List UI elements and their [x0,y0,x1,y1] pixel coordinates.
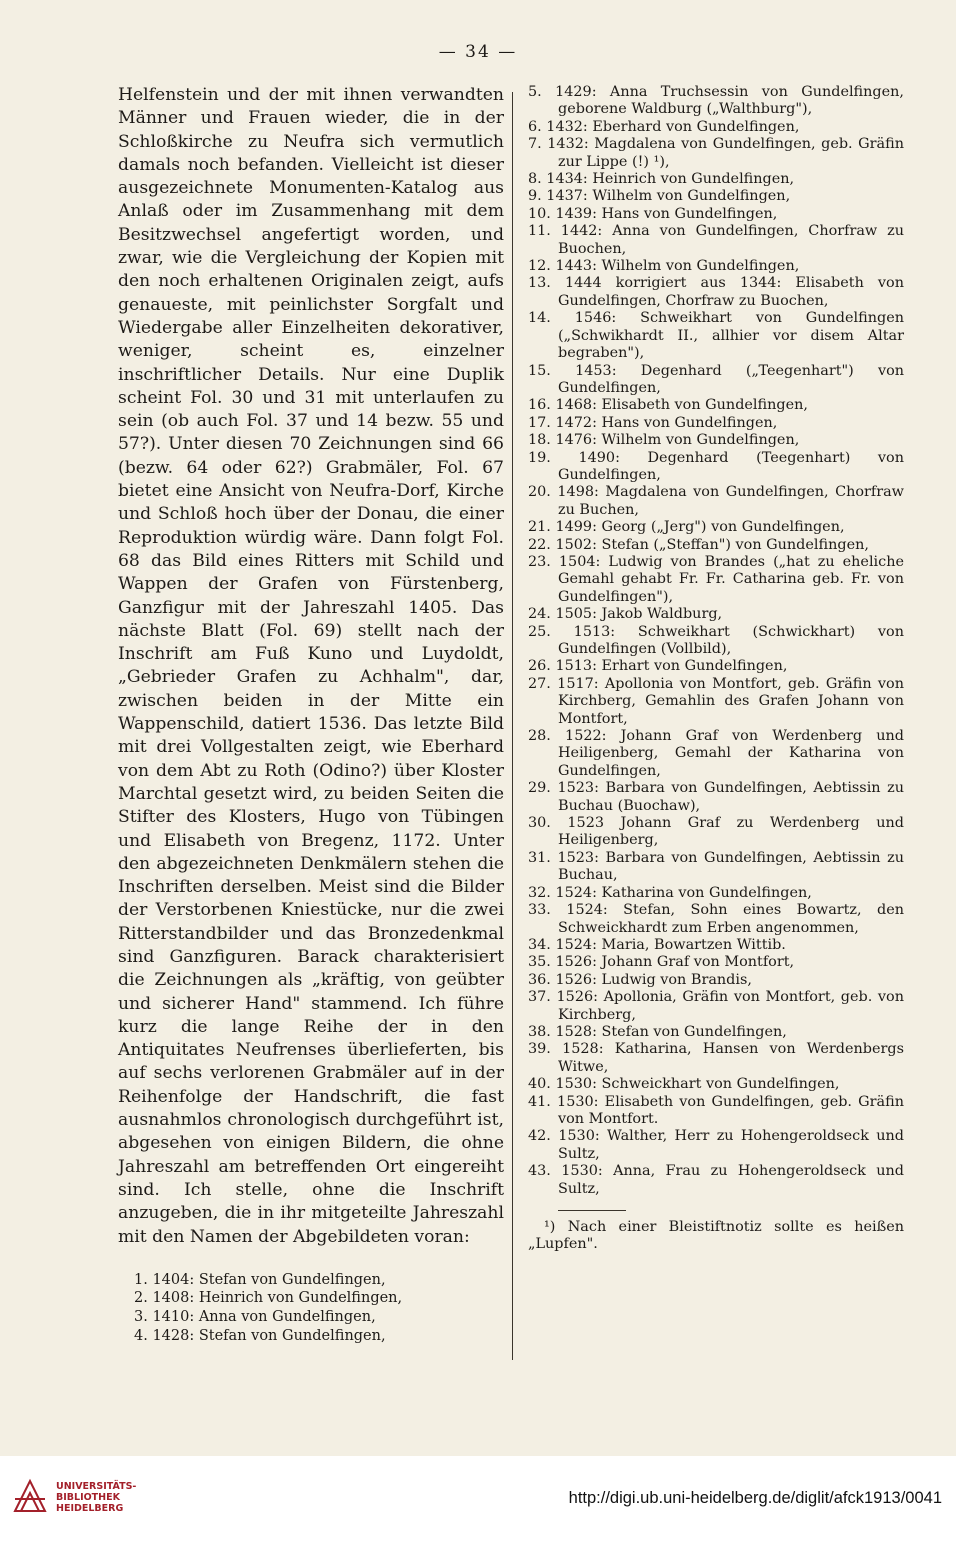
list-item: 10. 1439: Hans von Gundelfingen, [528,205,778,222]
list-item: 18. 1476: Wilhelm von Gundelfingen, [528,432,800,449]
list-item: 9. 1437: Wilhelm von Gundelfingen, [528,188,791,205]
list-item: 29. 1523: Barbara von Gundelfingen, Aebtissin zu Buchau (Buochaw), [528,780,904,814]
footnote: ¹) Nach einer Bleistiftnotiz sollte es heißen „Lupfen". [528,1219,904,1253]
list-item: 25. 1513: Schweikhart (Schwickhart) von Gundelfingen (Vollbild), [528,623,904,657]
list-item: 12. 1443: Wilhelm von Gundelfingen, [528,258,800,275]
list-item: 31. 1523: Barbara von Gundelfingen, Aebtissin zu Buchau, [528,849,904,884]
list-item: 37. 1526: Apollonia, Gräfin von Montfort, geb. von Kirchberg, [528,989,904,1023]
list-item: 28. 1522: Johann Graf von Werdenberg und Heiligenberg, Gemahl der Katharina von Gundelfingen, [528,728,904,779]
library-logo-icon [12,1478,48,1514]
library-logo-text [56,1481,136,1514]
list-item: 2. 1408: Heinrich von Gundelfingen, [134,1290,403,1307]
list-item: 5. 1429: Anna Truchsessin von Gundelfingen, geborene Waldburg („Walthburg"), [528,84,904,118]
list-item: 27. 1517: Apollonia von Montfort, geb. Gräfin von Kirchberg, Gemahlin des Grafen Johann von Montfort, [528,675,904,727]
list-item: 33. 1524: Stefan, Sohn eines Bowartz, den Schweickhardt zum Erben angenommen, [528,902,904,936]
list-item: 14. 1546: Schweikhart von Gundelfingen („Schwikhardt II., allhier vor disem Altar begraben"), [528,310,904,362]
list-item: 21. 1499: Georg („Jerg") von Gundelfingen, [528,519,845,536]
logo-line: UNIVERSITÄTS- [56,1481,137,1492]
list-item: 16. 1468: Elisabeth von Gundelfingen, [528,397,808,414]
list-item: 13. 1444 korrigiert aus 1344: Elisabeth von Gundelfingen, Chorfraw zu Buochen, [528,275,904,309]
list-item: 36. 1526: Ludwig von Brandis, [528,971,752,988]
list-item: 41. 1530: Elisabeth von Gundelfingen, geb. Gräfin von Montfort. [528,1093,904,1127]
list-item: 4. 1428: Stefan von Gundelfingen, [134,1327,386,1344]
list-item: 38. 1528: Stefan von Gundelfingen, [528,1023,787,1040]
column-divider [512,92,513,1360]
page-number: — 34 — [438,42,518,62]
logo-line: BIBLIOTHEK [56,1492,120,1503]
list-item: 15. 1453: Degenhard („Teegenhart") von Gundelfingen, [528,362,904,396]
list-item: 40. 1530: Schweickhart von Gundelfingen, [528,1076,840,1093]
list-item: 7. 1432: Magdalena von Gundelfingen, geb. Gräfin zur Lippe (!) ¹), [528,136,904,170]
list-item: 22. 1502: Stefan („Steffan") von Gundelfingen, [528,536,869,553]
list-item: 34. 1524: Maria, Bowartzen Wittib. [528,936,786,953]
list-item: 30. 1523 Johann Graf zu Werdenberg und Heiligenberg, [528,815,904,849]
list-item: 17. 1472: Hans von Gundelfingen, [528,414,778,431]
list-item: 26. 1513: Erhart von Gundelfingen, [528,658,788,675]
list-item: 39. 1528: Katharina, Hansen von Werdenbergs Witwe, [528,1041,904,1075]
left-column [118,84,504,1345]
list-item: 1. 1404: Stefan von Gundelfingen, [134,1271,386,1288]
list-item: 19. 1490: Degenhard (Teegenhart) von Gundelfingen, [528,449,904,483]
list-item: 6. 1432: Eberhard von Gundelfingen, [528,118,800,135]
list-item: 11. 1442: Anna von Gundelfingen, Chorfraw zu Buochen, [528,223,904,257]
list-item: 8. 1434: Heinrich von Gundelfingen, [528,171,795,188]
right-list [522,84,904,1198]
list-item: 24. 1505: Jakob Waldburg, [528,606,723,623]
list-item: 42. 1530: Walther, Herr zu Hohengeroldseck und Sultz, [528,1128,904,1162]
logo-line: HEIDELBERG [56,1503,124,1514]
body-paragraph: Helfenstein und der mit ihnen verwandten Männer und Frauen wieder, die in der Schloßkirche zu Neufra sich vermutlich damals noch befanden. Vielleicht ist dieser ausgezeichnete Monumenten-Katalog aus Anlaß oder im Zusammenhang mit dem Besitzwechsel angefertigt worden, und zwar, wie die Vergleichung der Kopien mit den noch erhaltenen Originalen zeigt, aufs genaueste, mit peinlichster Sorgfalt und Wiedergabe aller Einzelheiten dekorativer, weniger, scheint es, einzelner inschriftlicher Details. Nur eine Duplik scheint Fol. 30 und 31 mit unterlaufen zu sein (ob auch Fol. 37 und 14 bezw. 55 und 57?). Unter diesen 70 Zeichnungen sind 66 (bezw. 64 oder 62?) Grabmäler, Fol. 67 bietet eine Ansicht von Neufra-Dorf, Kirche und Schloß hoch über der Donau, die einer Reproduktion würdig wäre. Dann folgt Fol. 68 das Bild eines Ritters mit Schild und Wappen der Grafen von Fürstenberg, Ganzfigur mit der Jahreszahl 1405. Das nächste Blatt (Fol. 69) stellt nach der Inschrift am Fuß Kuno und Luydoldt, „Gebrieder Grafen zu Achhalm", dar, zwischen beiden in der Mitte ein Wappenschild, datiert 1536. Das letzte Bild mit drei Vollgestalten zeigt, wie Eberhard von dem Abt zu Roth (Odino?) über Kloster Marchtal gesetzt wird, zu beiden Seiten die Stifter des Klosters, Hugo von Tübingen und Elisabeth von Bregenz, 1172. Unter den abgezeichneten Denkmälern stehen die Inschriften derselben. Meist sind die Bilder der Verstorbenen Kniestücke, nur die zwei Ritterstandbilder und das Bronzedenkmal sind Ganzfiguren. Barack charakterisiert die Zeichnungen als „kräftig, von geübter und sicherer Hand" stammend. Ich führe kurz die lange Reihe der in den Antiquitates Neufrenses überlieferten, bis auf sechs verlorenen Grabmäler auf in der Reihenfolge der Handschrift, die fast ausnahmlos chronologisch durchgeführt ist, abgesehen von einigen Bildern, die ohne Jahreszahl am betreffenden Ort eingereiht sind. Ich stelle, ohne die Inschrift anzugeben, die in ihr mitgeteilte Jahreszahl mit den Namen der Abgebildeten voran: [118,85,504,1247]
footnote-rule [558,1210,626,1211]
list-item: 3. 1410: Anna von Gundelfingen, [134,1309,376,1326]
list-item: 20. 1498: Magdalena von Gundelfingen, Chorfraw zu Buchen, [528,484,904,518]
right-column [522,84,904,1254]
source-url-link[interactable]: http://digi.ub.uni-heidelberg.de/diglit/afck1913/0041 [568,1489,942,1507]
list-item: 43. 1530: Anna, Frau zu Hohengeroldseck und Sultz, [528,1163,904,1197]
list-item: 35. 1526: Johann Graf von Montfort, [528,954,795,971]
left-list [118,1271,504,1345]
list-item: 23. 1504: Ludwig von Brandes („hat zu eheliche Gemahl gehabt Fr. Fr. Catharina geb. Fr. von Gundelfingen"), [528,553,904,605]
list-item: 32. 1524: Katharina von Gundelfingen, [528,884,812,901]
